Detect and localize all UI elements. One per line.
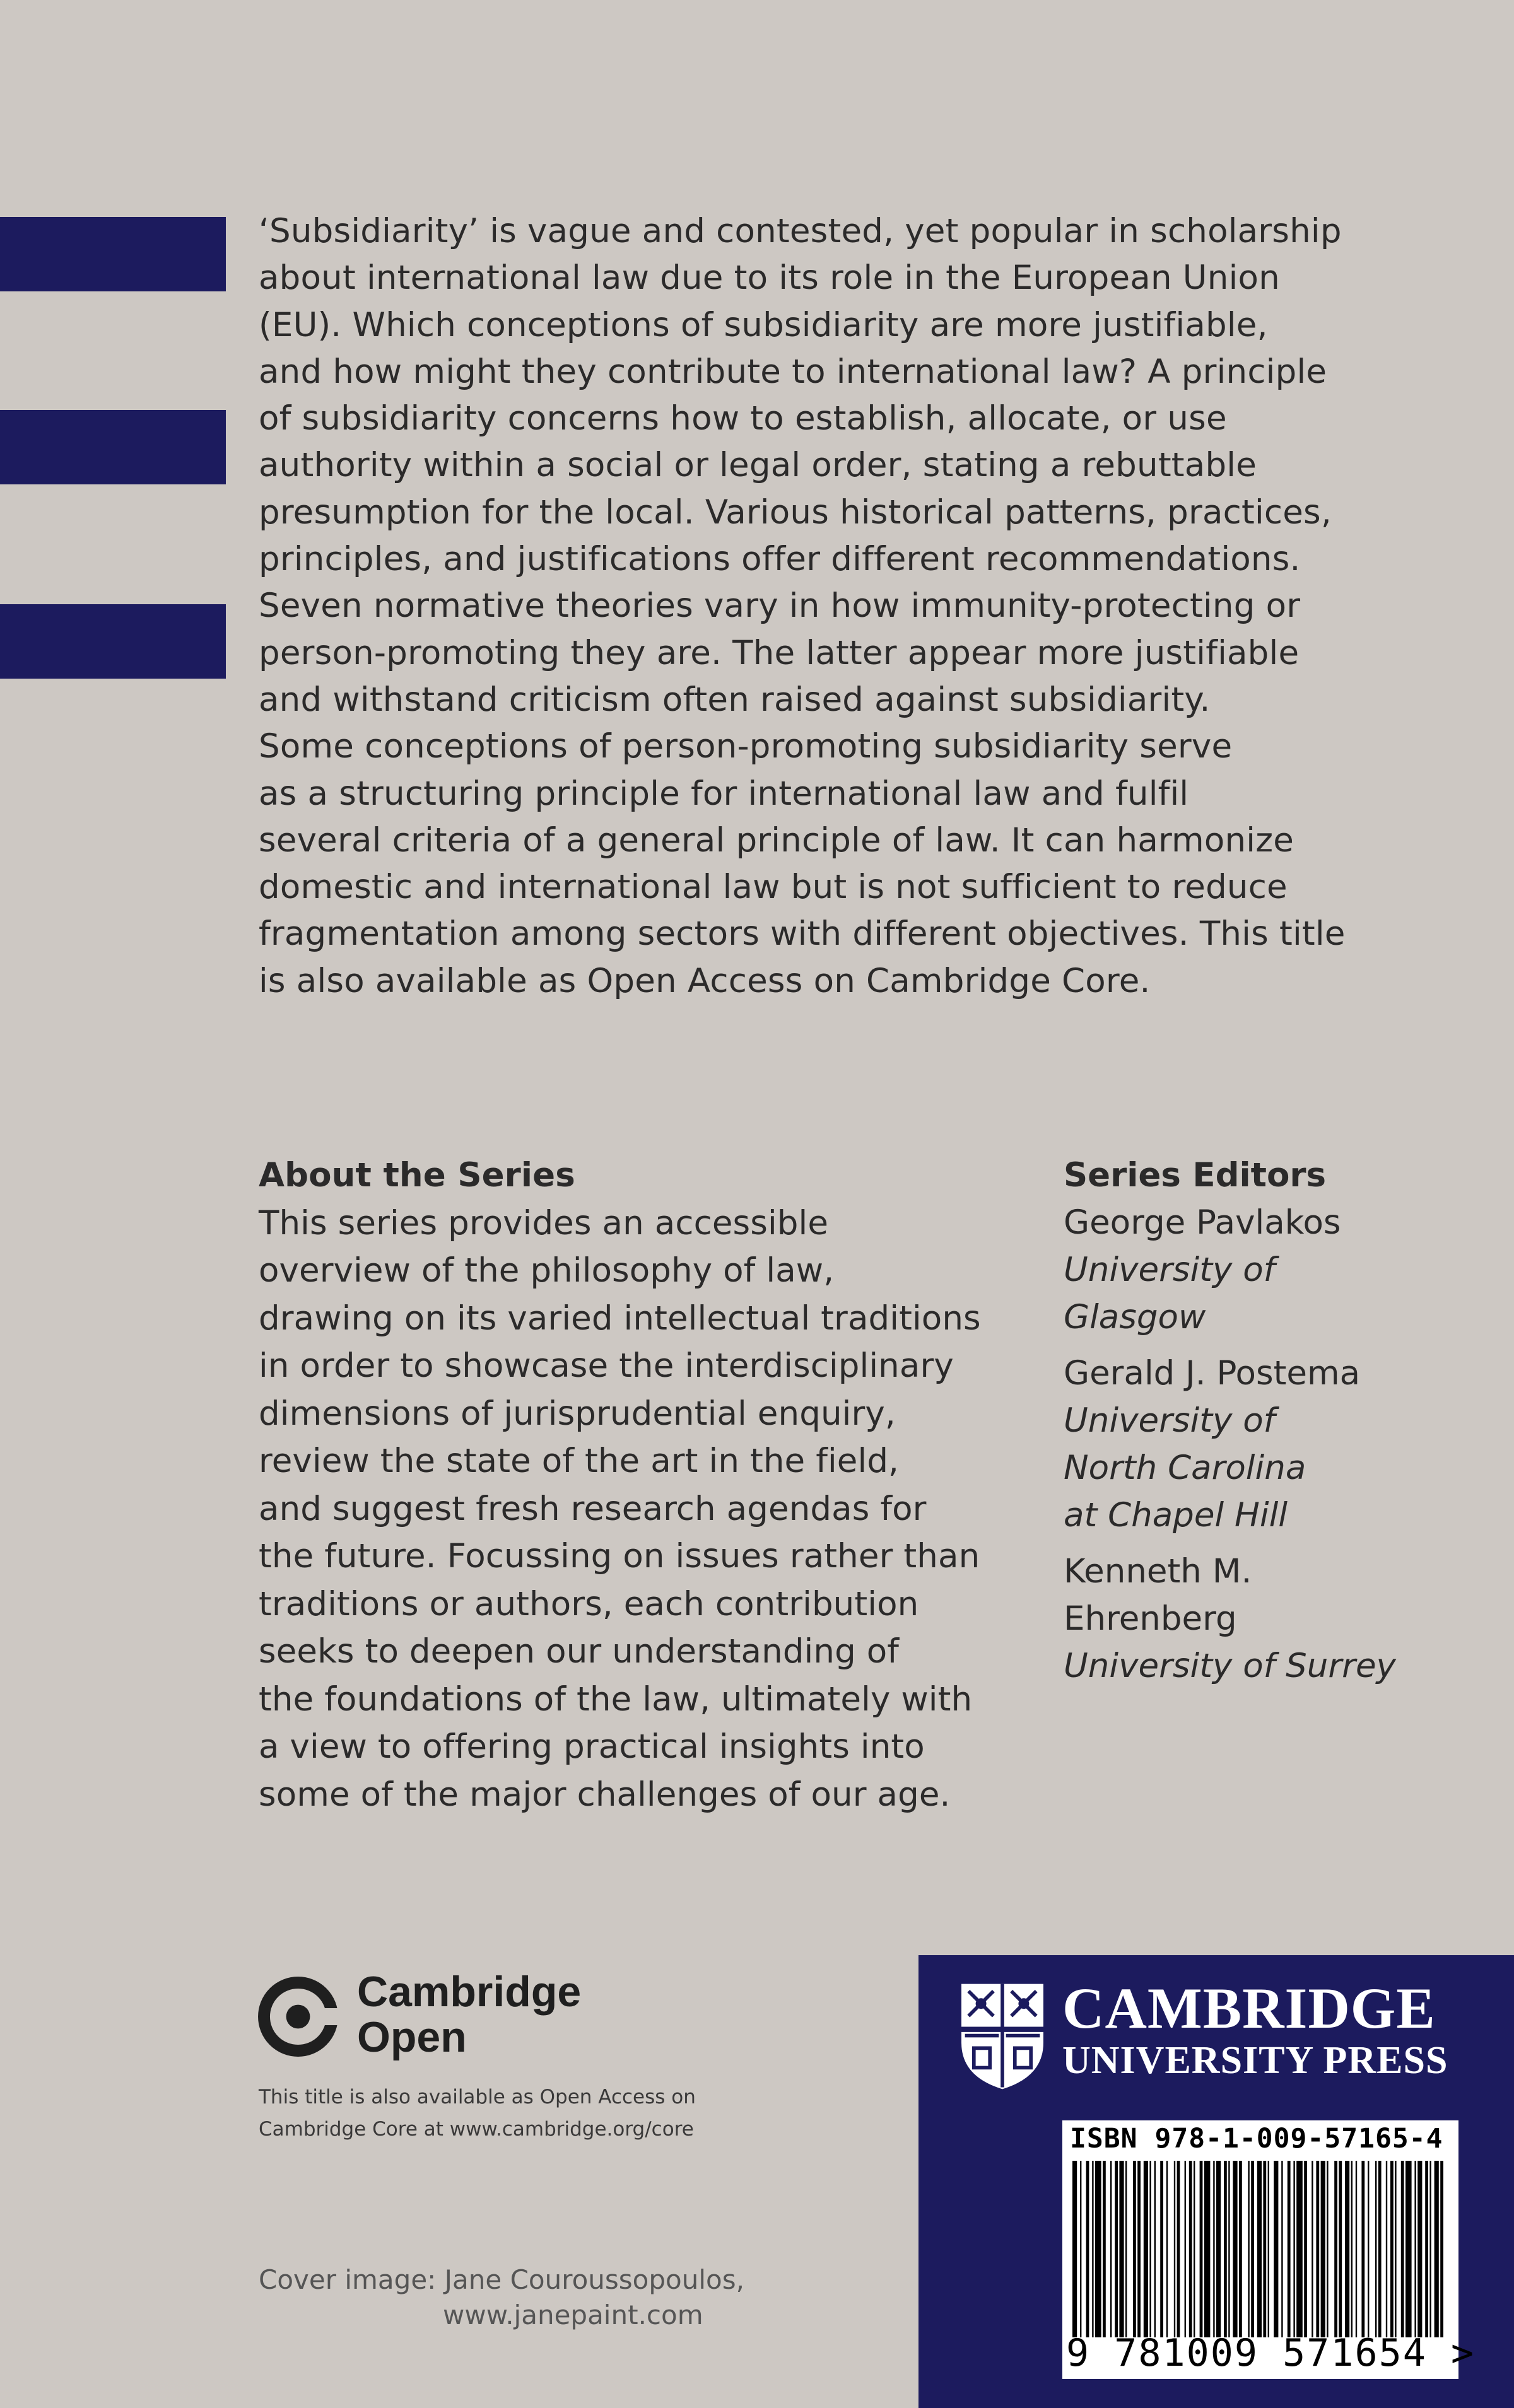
- barcode-bar: [1189, 2161, 1192, 2337]
- about-series-line: some of the major challenges of our age.: [259, 1775, 951, 1814]
- decorative-bar-middle: [0, 410, 226, 484]
- barcode-bar: [1257, 2161, 1262, 2337]
- barcode-bar: [1334, 2161, 1337, 2337]
- barcode-bar: [1248, 2161, 1249, 2337]
- barcode-bar: [1316, 2161, 1319, 2337]
- blurb-line: ‘Subsidiarity’ is vague and contested, yet popular in scholarship: [259, 212, 1342, 250]
- barcode-bar: [1228, 2161, 1229, 2337]
- blurb-line: fragmentation among sectors with different objectives. This title: [259, 915, 1346, 954]
- barcode-bar: [1200, 2161, 1203, 2337]
- barcode-bar: [1185, 2161, 1186, 2337]
- publisher-name: [1062, 1977, 1448, 2081]
- barcode-bar: [1133, 2161, 1136, 2337]
- about-series-line: overview of the philosophy of law,: [259, 1251, 835, 1290]
- barcode-bar: [1327, 2161, 1328, 2337]
- about-series-line: traditions or authors, each contribution: [259, 1584, 919, 1623]
- decorative-bar-bottom: [0, 604, 226, 679]
- editor-affiliation: University of: [1064, 1251, 1276, 1289]
- barcode-bar: [1263, 2161, 1266, 2337]
- about-series-heading: About the Series: [259, 1156, 575, 1195]
- barcode-bar: [1154, 2161, 1156, 2337]
- barcode-bar: [1224, 2161, 1227, 2337]
- about-series-line: the future. Focussing on issues rather than: [259, 1537, 980, 1575]
- barcode-bar: [1251, 2161, 1254, 2337]
- barcode-bar: [1417, 2161, 1422, 2337]
- open-access-note-line: Cambridge Core at www.cambridge.org/core: [259, 2118, 694, 2141]
- editor-affiliation: North Carolina: [1064, 1449, 1306, 1487]
- barcode-bar: [1103, 2161, 1106, 2337]
- barcode-bar: [1386, 2161, 1387, 2337]
- barcode-bar: [1233, 2161, 1237, 2337]
- blurb-line: authority within a social or legal order, stating a rebuttable: [259, 446, 1257, 485]
- barcode-bar: [1435, 2161, 1439, 2337]
- cambridge-open-word-2: Open: [357, 2013, 467, 2061]
- about-series-section: [259, 1152, 1053, 1818]
- barcode-bar: [1395, 2161, 1396, 2337]
- barcode-bar: [1281, 2161, 1282, 2337]
- open-access-note: [259, 2081, 696, 2146]
- about-series-line: This series provides an accessible: [259, 1203, 829, 1242]
- barcode-bar: [1239, 2161, 1242, 2337]
- publisher-panel: [918, 1955, 1514, 2408]
- barcode-bar: [1274, 2161, 1278, 2337]
- barcode-bar: [1080, 2161, 1081, 2337]
- barcode-bar: [1321, 2161, 1325, 2337]
- series-editors-section: [1064, 1152, 1493, 1690]
- barcode-bar: [1216, 2161, 1221, 2337]
- editor-name: Kenneth M.: [1064, 1552, 1252, 1591]
- about-series-line: seeks to deepen our understanding of: [259, 1632, 900, 1671]
- about-series-line: the foundations of the law, ultimately with: [259, 1680, 973, 1719]
- cambridge-open-wordmark: [357, 1969, 581, 2060]
- credit-line: Cover image: Jane Couroussopoulos,: [259, 2264, 744, 2295]
- about-series-line: and suggest fresh research agendas for: [259, 1489, 927, 1528]
- barcode-bar: [1304, 2161, 1307, 2337]
- decorative-bar-top: [0, 217, 226, 291]
- barcode-bar: [1194, 2161, 1195, 2337]
- blurb-line: Some conceptions of person-promoting subsidiarity serve: [259, 727, 1233, 766]
- blurb-line: of subsidiarity concerns how to establish, allocate, or use: [259, 399, 1227, 438]
- editor-affiliation: at Chapel Hill: [1064, 1496, 1288, 1534]
- barcode-bar: [1368, 2161, 1369, 2337]
- barcode-bar: [1296, 2161, 1303, 2337]
- barcode-bar: [1086, 2161, 1089, 2337]
- book-blurb: [259, 208, 1457, 1005]
- blurb-line: and how might they contribute to international law? A principle: [259, 352, 1327, 391]
- barcode-bar: [1119, 2161, 1124, 2337]
- editor-name: Ehrenberg: [1064, 1599, 1237, 1638]
- barcode-bar: [1405, 2161, 1412, 2337]
- blurb-line: (EU). Which conceptions of subsidiarity are more justifiable,: [259, 305, 1268, 344]
- barcode-bar: [1440, 2161, 1443, 2337]
- barcode-bar: [1401, 2161, 1404, 2337]
- blurb-line: and withstand criticism often raised against subsidiarity.: [259, 680, 1211, 719]
- blurb-line: several criteria of a general principle of law. It can harmonize: [259, 821, 1294, 860]
- about-series-line: a view to offering practical insights into: [259, 1727, 925, 1766]
- barcode-bar: [1072, 2161, 1077, 2337]
- cover-image-credit: [259, 2262, 820, 2333]
- barcode-bar: [1110, 2161, 1112, 2337]
- blurb-line: person-promoting they are. The latter appear more justifiable: [259, 633, 1300, 672]
- barcode-bar: [1144, 2161, 1148, 2337]
- about-series-line: drawing on its varied intellectual traditions: [259, 1299, 981, 1338]
- barcode-bar: [1092, 2161, 1093, 2337]
- open-access-note-line: This title is also available as Open Access on: [259, 2086, 696, 2108]
- barcode-bar: [1293, 2161, 1294, 2337]
- barcode-bar: [1149, 2161, 1151, 2337]
- barcode-bar: [1177, 2161, 1180, 2337]
- blurb-line: presumption for the local. Various historical patterns, practices,: [259, 493, 1332, 532]
- barcode-bar: [1425, 2161, 1428, 2337]
- barcode-bars: [1070, 2161, 1448, 2337]
- barcode-bar: [1345, 2161, 1349, 2337]
- barcode-bar: [1339, 2161, 1342, 2337]
- blurb-line: domestic and international law but is not sufficient to reduce: [259, 868, 1288, 907]
- editor-affiliation: Glasgow: [1064, 1298, 1206, 1336]
- barcode-bar: [1160, 2161, 1163, 2337]
- barcode-bar: [1356, 2161, 1357, 2337]
- blurb-line: principles, and justifications offer different recommendations.: [259, 540, 1301, 579]
- blurb-line: is also available as Open Access on Cambridge Core.: [259, 961, 1151, 1000]
- barcode-bar: [1204, 2161, 1211, 2337]
- editor-name: George Pavlakos: [1064, 1203, 1341, 1242]
- barcode-bar: [1414, 2161, 1416, 2337]
- credit-url: www.janepaint.com: [443, 2300, 703, 2330]
- publisher-name-line-1: CAMBRIDGE: [1062, 1976, 1436, 2040]
- about-series-line: review the state of the art in the field,: [259, 1442, 900, 1480]
- barcode-bar: [1095, 2161, 1101, 2337]
- university-shield-icon: [958, 1980, 1047, 2093]
- barcode-bar: [1390, 2161, 1394, 2337]
- barcode-bar: [1429, 2161, 1431, 2337]
- cambridge-open-word-1: Cambridge: [357, 1968, 582, 2016]
- about-series-line: dimensions of jurisprudential enquiry,: [259, 1394, 896, 1433]
- blurb-line: about international law due to its role in the European Union: [259, 259, 1280, 298]
- isbn-label: ISBN 978-1-009-57165-4: [1070, 2123, 1443, 2154]
- editor-name: Gerald J. Postema: [1064, 1354, 1361, 1393]
- barcode-bar: [1125, 2161, 1127, 2337]
- editor-affiliation: University of: [1064, 1401, 1276, 1440]
- barcode-bar: [1361, 2161, 1364, 2337]
- barcode-bar: [1312, 2161, 1313, 2337]
- barcode-bar: [1115, 2161, 1118, 2337]
- barcode-bar: [1213, 2161, 1214, 2337]
- barcode-bar: [1268, 2161, 1269, 2337]
- barcode-digits: 9 781009 571654 >: [1066, 2331, 1476, 2375]
- about-series-line: in order to showcase the interdisciplinary: [259, 1347, 954, 1385]
- barcode-bar: [1174, 2161, 1175, 2337]
- barcode-bar: [1378, 2161, 1382, 2337]
- cambridge-open-logo-icon: [255, 1974, 341, 2059]
- isbn-barcode: [1062, 2120, 1476, 2379]
- series-editors-heading: Series Editors: [1064, 1156, 1327, 1195]
- publisher-name-line-2: UNIVERSITY PRESS: [1062, 2039, 1448, 2082]
- barcode-bar: [1375, 2161, 1376, 2337]
- blurb-line: as a structuring principle for international law and fulfil: [259, 774, 1189, 813]
- barcode-bar: [1288, 2161, 1291, 2337]
- blurb-line: Seven normative theories vary in how immunity-protecting or: [259, 587, 1301, 626]
- barcode-bar: [1137, 2161, 1141, 2337]
- editor-affiliation: University of Surrey: [1064, 1647, 1396, 1685]
- barcode-bar: [1351, 2161, 1353, 2337]
- barcode-bar: [1166, 2161, 1168, 2337]
